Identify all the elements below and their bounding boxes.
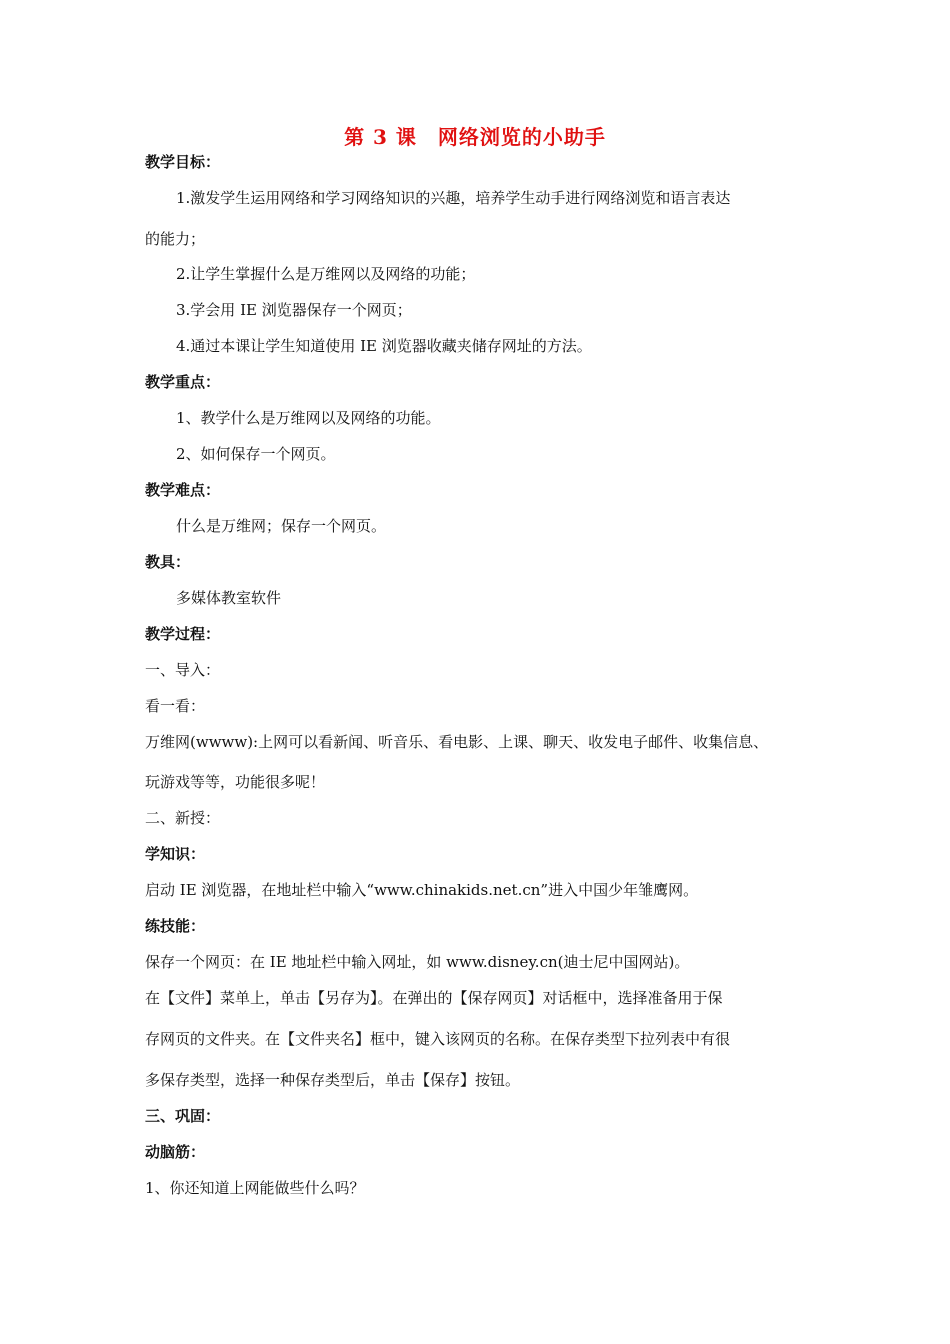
objective-1-line-1: 1.激发学生运用网络和学习网络知识的兴趣，培养学生动手进行网络浏览和语言表达 [176,189,731,207]
brain-heading: 动脑筋： [145,1143,206,1161]
new-lesson-heading: 二、新授： [145,809,221,827]
intro-heading: 一、导入： [145,661,221,679]
look-label: 看一看： [145,697,206,715]
process-heading: 教学过程： [145,625,221,643]
key-point-2: 2、如何保存一个网页。 [176,445,336,463]
key-point-1: 1、教学什么是万维网以及网络的功能。 [176,409,441,427]
objective-1-line-2: 的能力； [145,230,206,248]
objective-3: 3.学会用 IE 浏览器保存一个网页； [176,301,412,319]
objective-4: 4.通过本课让学生知道使用 IE 浏览器收藏夹储存网址的方法。 [176,337,592,355]
tools-heading: 教具： [145,553,191,571]
objective-2: 2.让学生掌握什么是万维网以及网络的功能； [176,265,476,283]
learn-text: 启动 IE 浏览器，在地址栏中输入“www.chinakids.net.cn”进入中国少年雏鹰网。 [145,881,699,899]
objectives-heading: 教学目标： [145,153,221,171]
practice-line-2: 在【文件】菜单上，单击【另存为】。在弹出的【保存网页】对话框中，选择准备用于保 [145,989,723,1007]
tools-text: 多媒体教室软件 [176,589,282,607]
difficulties-heading: 教学难点： [145,481,221,499]
consolidate-heading: 三、巩固： [145,1107,221,1125]
question-1: 1、你还知道上网能做些什么吗？ [145,1179,365,1197]
learn-heading: 学知识： [145,845,206,863]
lesson-title: 第 3 课 网络浏览的小助手 [344,125,606,149]
practice-line-3: 存网页的文件夹。在【文件夹名】框中，键入该网页的名称。在保存类型下拉列表中有很 [145,1030,731,1048]
key-points-heading: 教学重点： [145,373,221,391]
www-line-1: 万维网(wwww):上网可以看新闻、听音乐、看电影、上课、聊天、收发电子邮件、收集信息、 [145,733,769,751]
practice-line-1: 保存一个网页：在 IE 地址栏中输入网址，如 www.disney.cn(迪士尼中国网站)。 [145,953,690,971]
practice-heading: 练技能： [145,917,206,935]
www-line-2: 玩游戏等等，功能很多呢！ [145,773,326,791]
difficulties-text: 什么是万维网；保存一个网页。 [176,517,387,535]
practice-line-4: 多保存类型，选择一种保存类型后，单击【保存】按钮。 [145,1071,521,1089]
